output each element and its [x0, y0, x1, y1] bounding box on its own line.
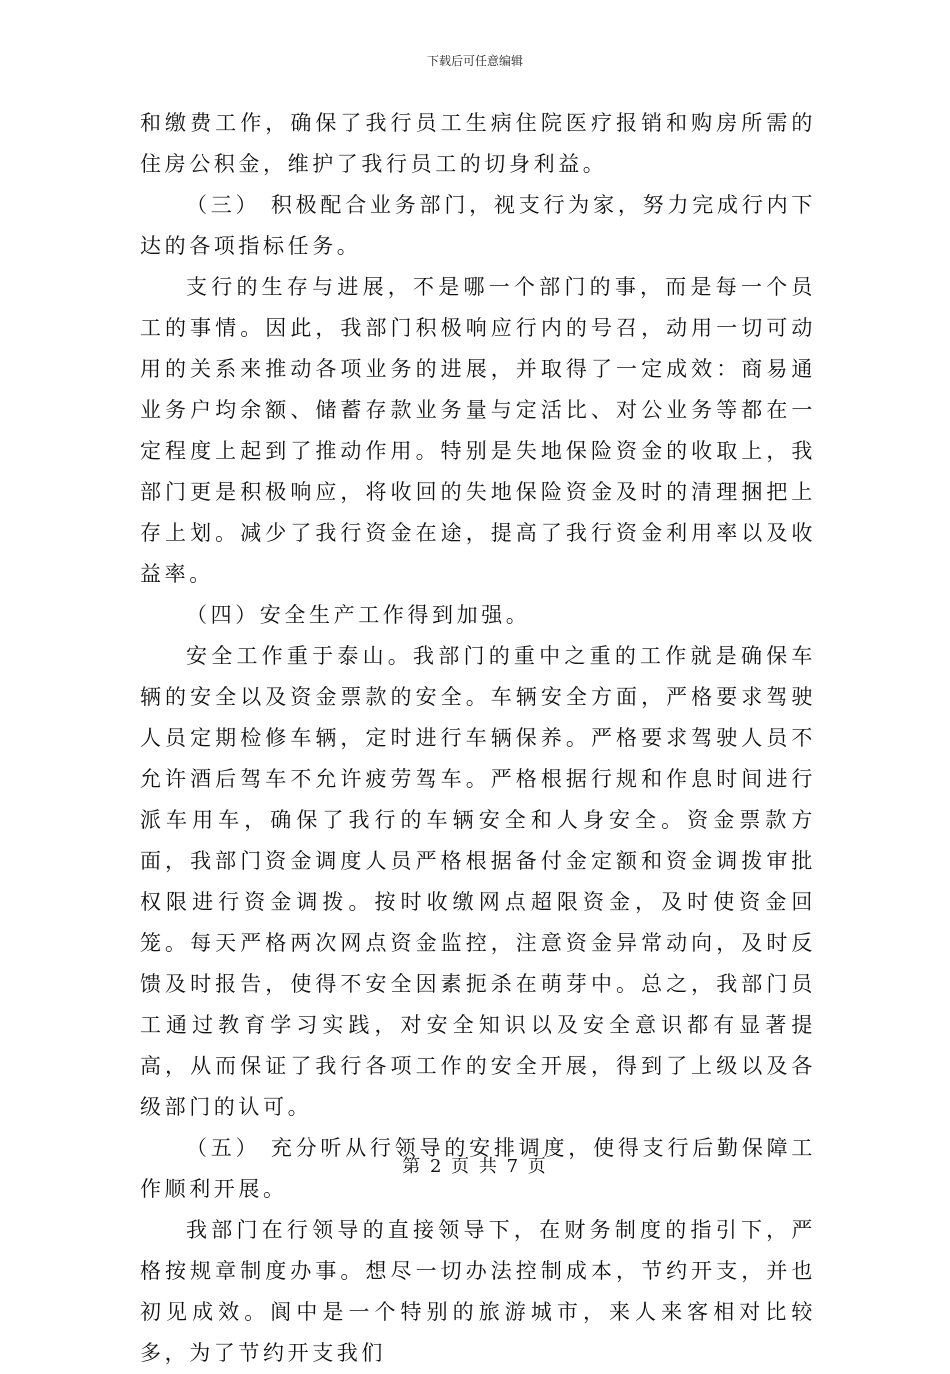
- section-heading-3: （三） 积极配合业务部门，视支行为家，努力完成行内下达的各项指标任务。: [140, 193, 816, 258]
- paragraph: 安全工作重于泰山。我部门的重中之重的工作就是确保车辆的安全以及资金票款的安全。车辆安全方面，严格要求驾驶人员定期检修车辆，定时进行车辆保养。严格要求驾驶人员不允许酒后驾车不允许疲劳驾车。严格根据行规和作息时间进行派车用车，确保了我行的车辆安全和人身安全。资金票款方面，我部门资金调度人员严格根据备付金定额和资金调拨审批权限进行资金调拨。按时收缴网点超限资金，及时使资金回笼。每天严格两次网点资金监控，注意资金异常动向，及时反馈及时报告，使得不安全因素扼杀在萌芽中。总之，我部门员工通过教育学习实践，对安全知识以及安全意识都有显著提高，从而保证了我行各项工作的安全开展，得到了上级以及各级部门的认可。: [140, 644, 816, 1119]
- page-number: 第 2 页 共 7 页: [402, 1156, 548, 1177]
- paragraph: 我部门在行领导的直接领导下，在财务制度的指引下，严格按规章制度办事。想尽一切办法控制成本，节约开支，并也初见成效。阆中是一个特别的旅游城市，来人来客相对比较多，为了节约开支我们: [140, 1218, 816, 1365]
- section-heading-4: （四）安全生产工作得到加强。: [186, 603, 531, 627]
- body-text: [140, 103, 816, 1374]
- paragraph-continuation: 和缴费工作，确保了我行员工生病住院医疗报销和购房所需的住房公积金，维护了我行员工的切身利益。: [140, 111, 816, 176]
- paragraph: 支行的生存与进展，不是哪一个部门的事，而是每一个员工的事情。因此，我部门积极响应行内的号召，动用一切可动用的关系来推动各项业务的进展，并取得了一定成效：商易通业务户均余额、储蓄存款业务量与定活比、对公业务等都在一定程度上起到了推动作用。特别是失地保险资金的收取上，我部门更是积极响应，将收回的失地保险资金及时的清理捆把上存上划。减少了我行资金在途，提高了我行资金利用率以及收益率。: [140, 275, 816, 586]
- section-heading-5: （五） 充分听从行领导的安排调度，使得支行后勤保障工作顺利开展。: [140, 1136, 816, 1201]
- page-header: 下载后可任意编辑: [426, 54, 523, 68]
